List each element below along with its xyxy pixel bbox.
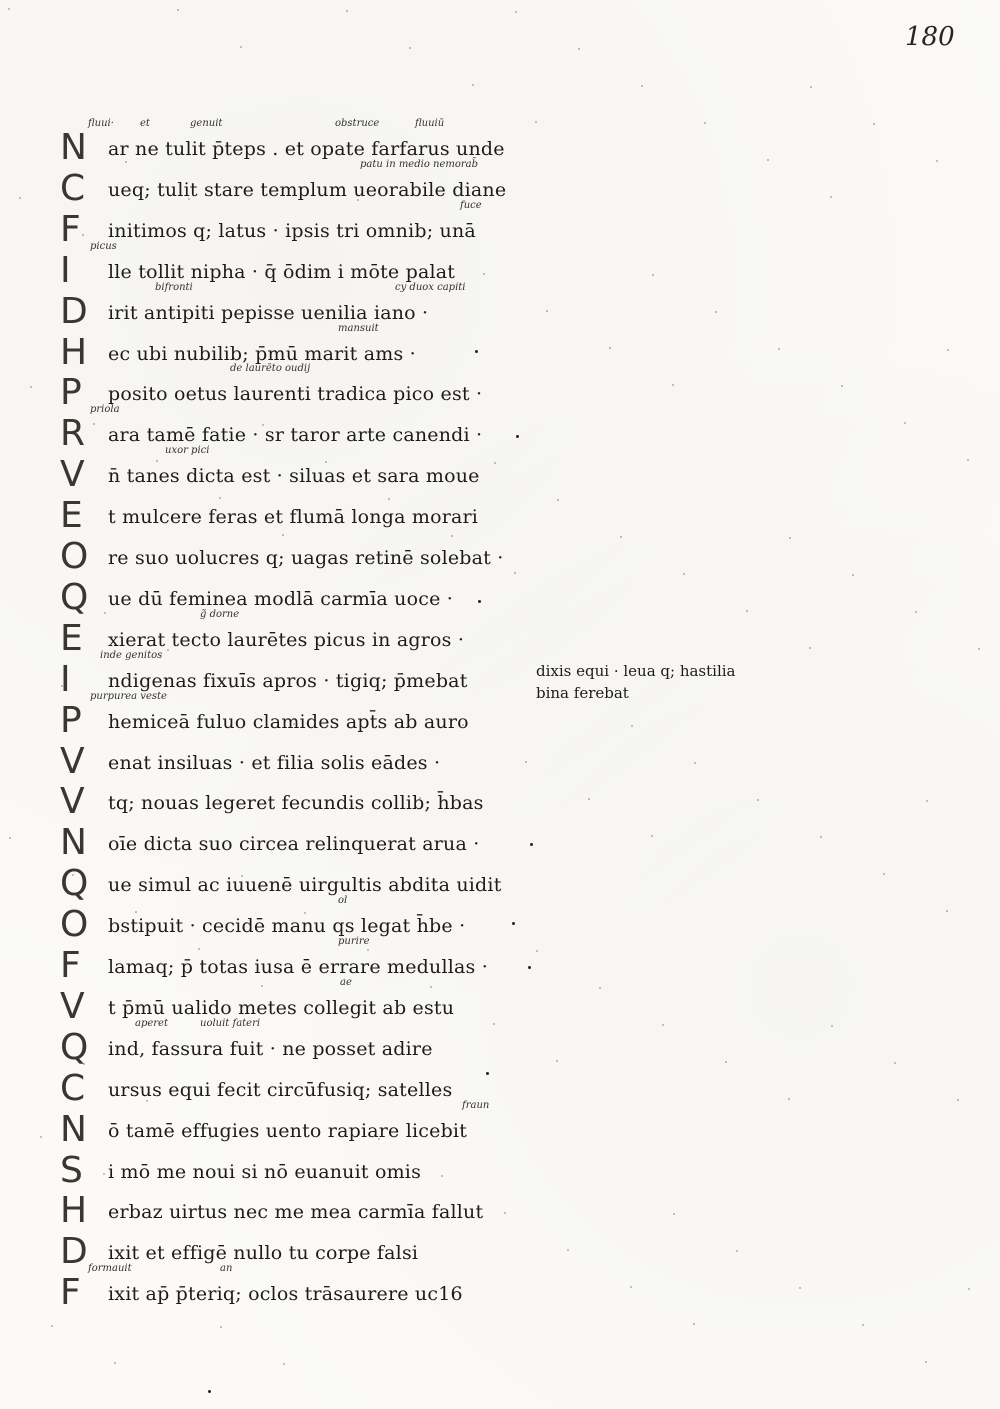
paper-speck xyxy=(146,1100,148,1102)
verse-initial: C xyxy=(60,1067,86,1109)
paper-speck xyxy=(736,1250,738,1252)
ink-dot xyxy=(478,600,481,603)
interlinear-gloss: formauit xyxy=(88,1263,132,1275)
paper-speck xyxy=(504,1212,506,1214)
verse-text: t mulcere feras et flumā longa morari xyxy=(108,506,479,529)
verse-initial: E xyxy=(60,495,83,537)
paper-speck xyxy=(631,725,633,727)
paper-speck xyxy=(767,159,769,161)
paper-speck xyxy=(135,911,137,913)
paper-speck xyxy=(367,949,369,951)
verse-initial: C xyxy=(60,167,86,209)
paper-speck xyxy=(198,948,200,950)
ink-dot xyxy=(516,435,519,438)
paper-speck xyxy=(177,9,179,11)
verse-initial: D xyxy=(60,290,88,332)
paper-speck xyxy=(968,1288,970,1290)
paper-speck xyxy=(599,987,601,989)
paper-speck xyxy=(220,1326,222,1328)
interlinear-gloss: g̃ dorne xyxy=(200,608,240,620)
paper-speck xyxy=(72,874,74,876)
folio-number: 180 xyxy=(905,22,955,52)
paper-speck xyxy=(957,1099,959,1101)
verse-initial: I xyxy=(60,658,71,700)
interlinear-gloss: fraun xyxy=(462,1099,490,1111)
interlinear-gloss: uxor pici xyxy=(165,445,210,457)
verse-text: lle tollit nipha · q̄ ōdim i mōte palat xyxy=(108,260,456,283)
paper-speck xyxy=(30,386,32,388)
ink-dot xyxy=(486,1072,489,1075)
verse-initial: Q xyxy=(60,863,89,905)
paper-speck xyxy=(419,797,421,799)
paper-speck xyxy=(862,1324,864,1326)
verse-text: ueq; tulit stare templum ueorabile diane xyxy=(108,178,507,201)
verse-initial: Q xyxy=(60,1026,89,1068)
verse-initial: E xyxy=(60,617,83,659)
paper-speck xyxy=(8,8,10,10)
verse-initial: F xyxy=(60,208,81,250)
interlinear-gloss: et xyxy=(140,118,150,129)
paper-speck xyxy=(93,423,95,425)
paper-speck xyxy=(219,497,221,499)
verse-text: i mō me noui si nō euanuit omis xyxy=(108,1160,422,1183)
interlinear-gloss: cy duox capiti xyxy=(395,281,466,293)
verse-text: posito oetus laurenti tradica pico est · xyxy=(108,383,483,406)
verse-initial: R xyxy=(60,413,86,455)
verse-initial: O xyxy=(60,904,89,946)
verse-text: ixit et effigē nullo tu corpe falsi xyxy=(108,1242,419,1265)
paper-speck xyxy=(9,837,11,839)
paper-speck xyxy=(399,687,401,689)
paper-speck xyxy=(609,347,611,349)
paper-speck xyxy=(967,459,969,461)
paper-speck xyxy=(420,236,422,238)
marginal-note xyxy=(536,660,766,704)
paper-speck xyxy=(673,1213,675,1215)
paper-speck xyxy=(620,536,622,538)
verse-text: ndigenas fixuīs apros · tigiq; p̄mebat xyxy=(108,669,468,692)
paper-speck xyxy=(799,1287,801,1289)
paper-speck xyxy=(261,985,263,987)
paper-speck xyxy=(40,1136,42,1138)
paper-speck xyxy=(472,84,474,86)
paper-speck xyxy=(462,724,464,726)
paper-speck xyxy=(494,462,496,464)
verse-text: oīe dicta suo circea relinquerat arua · xyxy=(108,833,480,856)
paper-speck xyxy=(283,1363,285,1365)
paper-speck xyxy=(683,573,685,575)
verse-initial: O xyxy=(60,536,89,577)
paper-speck xyxy=(810,86,812,88)
paper-speck xyxy=(651,835,653,837)
interlinear-gloss: purpurea veste xyxy=(90,690,167,702)
interlinear-gloss: fuce xyxy=(460,199,482,211)
verse-text: re suo uolucres q; uagas retinē solebat · xyxy=(108,547,504,569)
verse-text: t p̄mū ualido metes collegit ab estu xyxy=(108,996,455,1019)
interlinear-gloss: picus xyxy=(90,240,117,252)
paper-speck xyxy=(693,1323,695,1325)
paper-speck xyxy=(746,610,748,612)
verse-initial: P xyxy=(60,372,82,414)
paper-speck xyxy=(209,1137,211,1139)
paper-speck xyxy=(809,647,811,649)
ink-dot xyxy=(208,1390,211,1393)
paper-speck xyxy=(430,986,432,988)
ink-dot xyxy=(528,966,531,969)
paper-speck xyxy=(51,1325,53,1327)
paper-speck xyxy=(557,499,559,501)
verse-text: bstipuit · cecidē manu qs legat h̄be · xyxy=(108,915,466,938)
verse-text: ursus equi fecit circūfusiq; satelles xyxy=(108,1078,453,1101)
paper-speck xyxy=(694,762,696,764)
paper-speck xyxy=(241,875,243,877)
interlinear-gloss: uoluit fateri xyxy=(200,1017,261,1029)
paper-speck xyxy=(757,799,759,801)
paper-speck xyxy=(873,123,875,125)
verse-initial: S xyxy=(60,1149,83,1191)
interlinear-gloss: patu in medio nemorab̄ xyxy=(360,158,479,170)
verse-text: ara tamē fatie · sr taror arte canendi · xyxy=(108,424,483,447)
paper-speck xyxy=(936,160,938,162)
paper-speck xyxy=(293,723,295,725)
paper-speck xyxy=(282,534,284,536)
paper-speck xyxy=(715,311,717,313)
paper-speck xyxy=(124,722,126,724)
marginal-note-line: bina ferebat xyxy=(536,684,629,702)
paper-speck xyxy=(272,1174,274,1176)
verse-text: irit antipiti pepisse uenilia iano · xyxy=(108,301,429,324)
paper-speck xyxy=(820,836,822,838)
verse-text: initimos q; latus · ipsis tri omnib; unā xyxy=(108,219,476,242)
verse-text: enat insiluas · et filia solis eādes · xyxy=(108,751,441,774)
paper-speck xyxy=(188,198,190,200)
paper-speck xyxy=(251,235,253,237)
paper-speck xyxy=(104,612,106,614)
paper-speck xyxy=(925,1361,927,1363)
paper-speck xyxy=(883,873,885,875)
interlinear-gloss: bifronti xyxy=(155,281,193,293)
verse-text: lamaq; p̄ totas iusa ē errare medullas · xyxy=(108,956,488,978)
paper-speck xyxy=(335,1211,337,1213)
paper-speck xyxy=(514,572,516,574)
verse-text: ec ubi nubilib; p̄mū marit ams · xyxy=(108,342,416,365)
paper-speck xyxy=(725,1061,727,1063)
verse-initial: P xyxy=(60,699,82,741)
paper-speck xyxy=(641,85,643,87)
interlinear-gloss: an xyxy=(220,1263,233,1275)
paper-speck xyxy=(789,537,791,539)
verse-initial: V xyxy=(60,454,85,496)
paper-speck xyxy=(230,686,232,688)
verse-initial: F xyxy=(60,1272,81,1314)
verse-text: tq; nouas legeret fecundis collib; h̄bas xyxy=(108,792,484,815)
verse-initial: I xyxy=(60,249,71,291)
verse-initial: Q xyxy=(60,576,89,618)
paper-speck xyxy=(240,46,242,48)
paper-speck xyxy=(946,910,948,912)
paper-speck xyxy=(125,161,127,163)
verse-initial: V xyxy=(60,740,85,782)
interlinear-gloss: fluuiū xyxy=(415,118,445,129)
ink-dot xyxy=(530,843,533,846)
verse-text: hemiceā fuluo clamides apt̄s ab auro xyxy=(108,710,469,733)
verse-text: ō tamē effugies uento rapiare licebit xyxy=(108,1119,468,1142)
paper-speck xyxy=(904,422,906,424)
interlinear-gloss: obstruce xyxy=(335,118,380,129)
interlinear-gloss: ol xyxy=(338,895,348,907)
paper-speck xyxy=(788,1098,790,1100)
ink-dot xyxy=(512,922,515,925)
paper-speck xyxy=(398,1248,400,1250)
paper-speck xyxy=(556,1060,558,1062)
paper-speck xyxy=(652,274,654,276)
paper-speck xyxy=(894,1062,896,1064)
verse-initial: N xyxy=(60,822,87,864)
paper-speck xyxy=(346,10,348,12)
paper-speck xyxy=(325,461,327,463)
verse-text: n̄ tanes dicta est · siluas et sara moue xyxy=(108,465,480,488)
paper-speck xyxy=(672,384,674,386)
paper-speck xyxy=(378,1138,380,1140)
paper-speck xyxy=(535,121,537,123)
paper-speck xyxy=(483,273,485,275)
paper-speck xyxy=(578,48,580,50)
interlinear-gloss: purire xyxy=(338,936,370,947)
verse-initial: N xyxy=(60,1108,87,1150)
verse-text: ind, fassura fuit · ne posset adire xyxy=(108,1037,433,1060)
verse-text: erbaz uirtus nec me mea carmīa fallut xyxy=(108,1201,484,1224)
paper-speck xyxy=(103,1173,105,1175)
paper-speck xyxy=(377,309,379,311)
paper-speck xyxy=(588,798,590,800)
paper-speck xyxy=(493,1023,495,1025)
paper-speck xyxy=(388,498,390,500)
paper-speck xyxy=(830,196,832,198)
interlinear-gloss: fluui· xyxy=(88,118,114,129)
paper-speck xyxy=(451,535,453,537)
paper-speck xyxy=(314,272,316,274)
verse-text: ue dū feminea modlā carmīa uoce · xyxy=(108,587,453,610)
paper-speck xyxy=(409,47,411,49)
paper-speck xyxy=(156,460,158,462)
paper-speck xyxy=(567,1249,569,1251)
verse-text: ar ne tulit p̄teps . et opate farfarus unde xyxy=(108,138,505,160)
paper-speck xyxy=(19,197,21,199)
verse-initial: N xyxy=(60,127,87,168)
ink-dot xyxy=(475,350,478,353)
paper-speck xyxy=(515,11,517,13)
paper-speck xyxy=(947,349,949,351)
paper-speck xyxy=(536,950,538,952)
paper-speck xyxy=(83,1063,85,1065)
paper-speck xyxy=(662,1024,664,1026)
verse-text: ixit ap̄ p̄teriq; oclos trāsaurere uc16 xyxy=(108,1283,463,1306)
paper-speck xyxy=(831,1025,833,1027)
paper-speck xyxy=(441,1175,443,1177)
interlinear-gloss: aperet xyxy=(135,1017,168,1029)
verse-initial: H xyxy=(60,1190,88,1232)
paper-speck xyxy=(778,348,780,350)
interlinear-gloss: genuit xyxy=(190,118,223,129)
paper-speck xyxy=(546,310,548,312)
paper-speck xyxy=(114,1362,116,1364)
paper-speck xyxy=(630,1286,632,1288)
interlinear-gloss: mansuit xyxy=(338,322,379,334)
paper-speck xyxy=(841,385,843,387)
verse-text: xierat tecto laurētes picus in agros · xyxy=(108,628,465,651)
interlinear-gloss: de laurēto oudij xyxy=(230,363,311,375)
paper-speck xyxy=(525,761,527,763)
interlinear-gloss: ae xyxy=(340,976,352,988)
verse-initial: D xyxy=(60,1231,88,1273)
verse-initial: H xyxy=(60,331,88,373)
paper-speck xyxy=(356,760,358,762)
paper-speck xyxy=(926,800,928,802)
paper-speck xyxy=(357,199,359,201)
verse-text: ue simul ac iuuenē uirgultis abdita uidit xyxy=(108,874,502,897)
verse-initial: V xyxy=(60,985,85,1027)
interlinear-gloss: priola xyxy=(90,404,120,416)
interlinear-gloss: inde genitos xyxy=(100,649,163,661)
paper-speck xyxy=(304,912,306,914)
verse-initial: V xyxy=(60,781,85,823)
verse-initial: F xyxy=(60,945,81,986)
paper-speck xyxy=(167,649,169,651)
marginal-note-line: dixis equi · leua q; hastilia xyxy=(536,662,736,680)
paper-speck xyxy=(145,271,147,273)
paper-speck xyxy=(852,574,854,576)
paper-speck xyxy=(915,611,917,613)
paper-speck xyxy=(82,234,84,236)
paper-speck xyxy=(978,648,980,650)
paper-speck xyxy=(704,122,706,124)
paper-speck xyxy=(61,685,63,687)
paper-speck xyxy=(262,424,264,426)
